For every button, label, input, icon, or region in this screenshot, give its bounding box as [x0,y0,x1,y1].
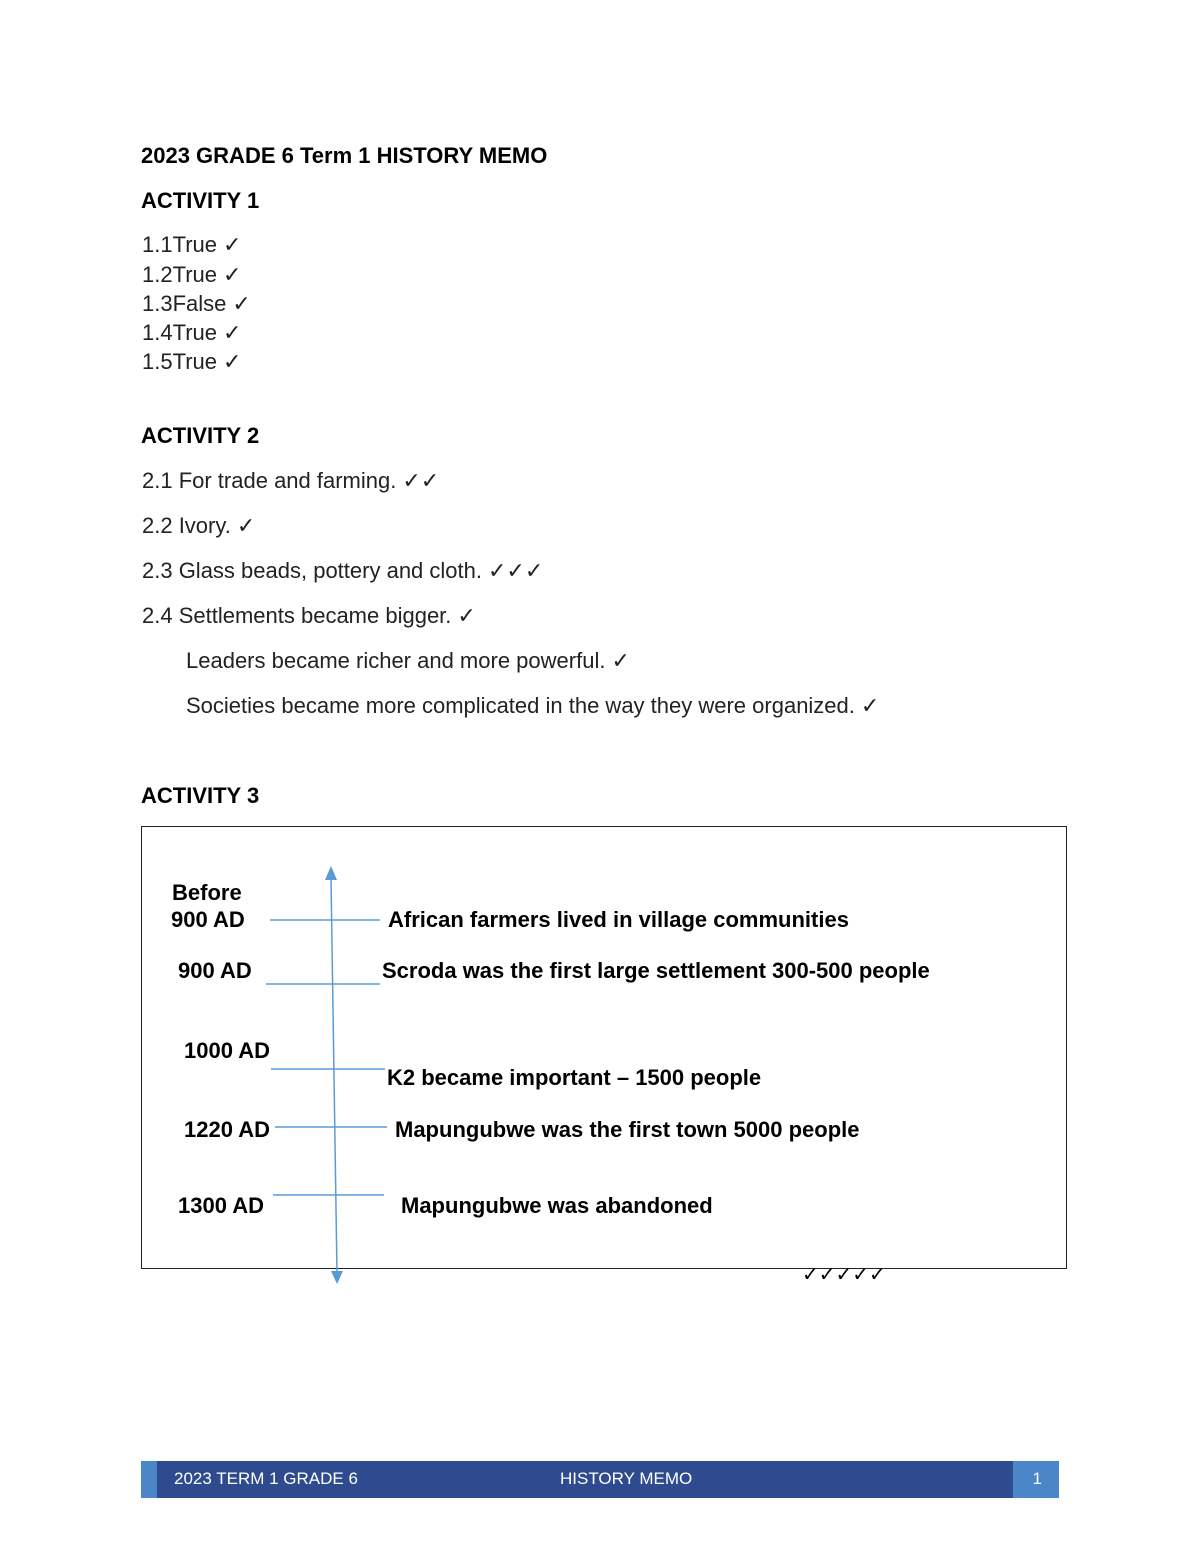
item-answer: True [172,262,218,287]
tick-mark: ✓✓✓ [487,558,544,583]
item-number: 1.3 [142,291,173,316]
tick-mark: ✓ [232,291,251,316]
item-number: 1.2 [142,262,173,287]
footer-left-text: 2023 TERM 1 GRADE 6 [174,1469,358,1488]
timeline-event: K2 became important – 1500 people [387,1065,762,1090]
footer-accent [141,1461,157,1498]
item-number: 1.4 [142,320,173,345]
activity-3-ticks: ✓✓✓✓✓ [802,1264,886,1286]
activity-2-heading: ACTIVITY 2 [141,423,260,448]
item-number: 1.1 [142,232,173,257]
activity-1-heading: ACTIVITY 1 [141,188,260,213]
timeline-date: 900 AD [171,907,245,932]
tick-mark: ✓ [223,320,242,345]
item-number: 1.5 [142,349,173,374]
activity-3-heading: ACTIVITY 3 [141,783,260,808]
tick-mark: ✓ [457,603,476,628]
timeline-event: Scroda was the first large settlement 300-500 people [382,958,930,983]
page-number: 1 [1032,1469,1042,1488]
item-answer: True [172,232,218,257]
timeline-date: Before [172,880,242,905]
answer-text: 2.4 Settlements became bigger. [142,603,452,628]
document-title: 2023 GRADE 6 Term 1 HISTORY MEMO [141,143,548,168]
tick-mark: ✓ [223,262,242,287]
tick-mark: ✓ [860,693,880,718]
timeline-event: Mapungubwe was abandoned [401,1193,713,1218]
footer-middle-text: HISTORY MEMO [560,1469,693,1488]
timeline-date: 1220 AD [184,1117,271,1142]
item-answer: False [172,291,227,316]
answer-text: Leaders became richer and more powerful. [186,648,606,673]
tick-mark: ✓ [236,513,256,538]
tick-mark: ✓ [611,648,630,673]
tick-mark: ✓ [223,232,242,257]
page-footer [141,1461,1059,1498]
timeline-date: 900 AD [178,958,252,983]
answer-text: 2.1 For trade and farming. [142,468,397,493]
tick-mark: ✓✓ [402,468,440,493]
answer-text: 2.3 Glass beads, pottery and cloth. [142,558,482,583]
answer-text: 2.2 Ivory. [142,513,231,538]
timeline-axis [331,878,337,1274]
arrow-down-icon [331,1271,343,1284]
tick-mark: ✓ [223,349,242,374]
timeline-date: 1000 AD [184,1038,271,1063]
answer-text: Societies became more complicated in the way they were organized. [186,693,855,718]
arrow-up-icon [325,866,337,880]
item-answer: True [172,349,218,374]
item-answer: True [172,320,218,345]
timeline-event: African farmers lived in village communities [388,907,849,932]
timeline-event: Mapungubwe was the first town 5000 people [395,1117,860,1142]
timeline-date: 1300 AD [178,1193,265,1218]
